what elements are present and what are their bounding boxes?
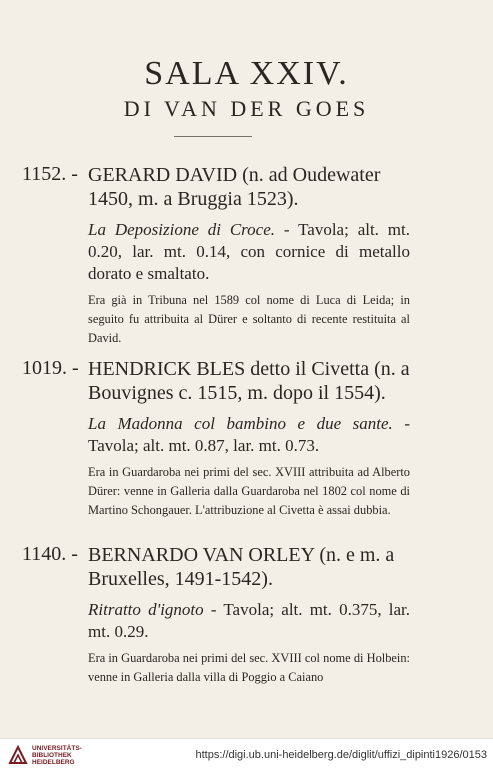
entry-body [88,543,410,687]
entry-number: 1140. - [22,543,78,565]
entry-note: Era in Guardaroba nei primi del sec. XVIII attribuita ad Alberto Dürer: venne in Galleria dalla Guardaroba nel 1802 col nome di Martino Schongauer. L'attribuzione al Civetta è assai dubbia. [88,465,410,517]
work-details: - Tavola; alt. mt. 0.20, lar. mt. 0.14, con cornice di metallo dorato e smaltato. [88,220,410,283]
entry-artist: HENDRICK BLES detto il Civetta (n. a Bouvignes c. 1515, m. dopo il 1554). [88,358,410,404]
library-name: UNIVERSITÄTS- BIBLIOTHEK HEIDELBERG [32,745,82,766]
title-divider [174,136,252,137]
entry-body [88,163,410,348]
entry-note: Era già in Tribuna nel 1589 col nome di Luca di Leida; in seguito fu attribuita al Dürer e soltanto di recente restituita al David. [88,293,410,345]
entry-work [88,413,410,457]
entry-body [88,357,410,520]
work-details: - Tavola; alt. mt. 0.375, lar. mt. 0.29. [88,600,410,641]
entry-work [88,219,410,285]
work-title: Ritratto d'ignoto [88,600,204,619]
work-details: - Tavola; alt. mt. 0.87, lar. mt. 0.73. [88,414,410,455]
room-title: SALA XXIV. [144,55,349,92]
entry-number: 1019. - [22,357,79,379]
entry-note: Era in Guardaroba nei primi del sec. XVIII col nome di Holbein: venne in Galleria dalla villa di Poggio a Caiano [88,651,410,684]
entry-number: 1152. - [22,163,78,185]
viewer-footer [0,738,493,773]
entry-artist: GERARD DAVID (n. ad Oudewater 1450, m. a Bruggia 1523). [88,164,381,210]
permalink-url[interactable]: https://digi.ub.uni-heidelberg.de/diglit/uffizi_dipinti1926/0153 [195,749,487,761]
work-title: La Madonna col bambino e due sante. [88,414,393,433]
work-title: La Deposizione di Croce. [88,220,275,239]
entry-artist: BERNARDO VAN ORLEY (n. e m. a Bruxelles, 1491-1542). [88,544,395,590]
entry-work [88,599,410,643]
university-logo-icon [8,745,28,765]
room-subtitle: DI VAN DER GOES [123,96,370,121]
